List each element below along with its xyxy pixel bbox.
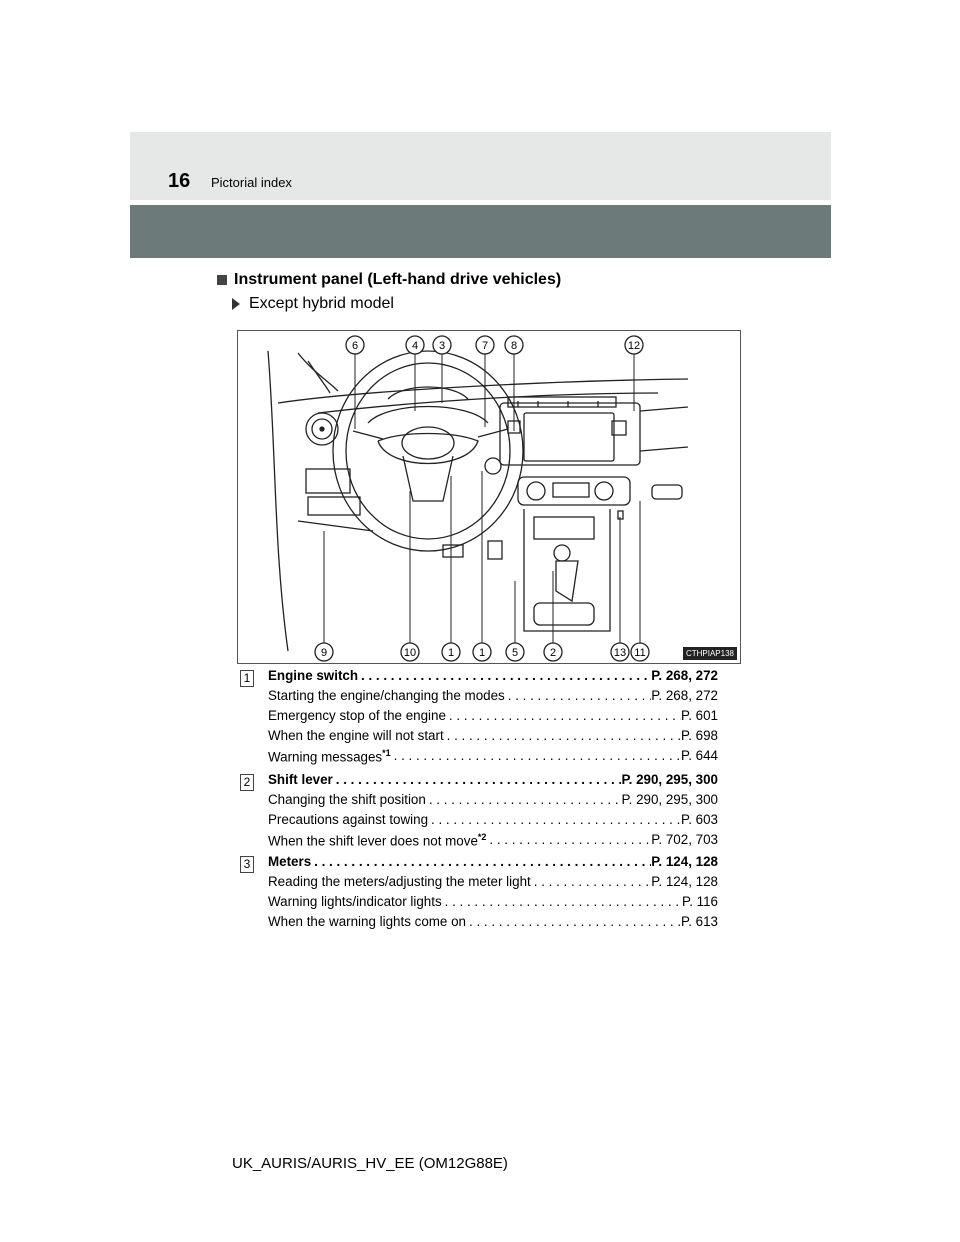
entry-number-box: 3 [240,856,254,873]
callout-top-3: 7 [481,340,489,352]
entry-item [268,894,718,914]
entry-pages: P. 290, 295, 300 [621,772,718,787]
square-bullet-icon [217,275,227,285]
sub-heading [217,271,561,289]
item-text: Starting the engine/changing the modes [268,688,505,703]
entry-pages: P. 124, 128 [651,854,718,869]
item-text: When the shift lever does not move [268,833,478,849]
callout-bottom-5: 2 [549,647,557,659]
entry-item [268,708,718,728]
header-bar [130,205,831,258]
item-text: When the warning lights come on [268,914,466,929]
variant-label [232,295,394,313]
item-pages: P. 644 [681,748,718,763]
entry-item [268,688,718,708]
entry-number-box: 1 [240,670,254,687]
entry-item [268,728,718,748]
item-text: When the engine will not start [268,728,444,743]
page-number: 16 [168,170,191,192]
item-pages: P. 268, 272 [651,688,718,703]
entry-title-line [268,668,718,688]
entry-title: Meters [268,854,312,869]
item-pages: P. 290, 295, 300 [621,792,718,807]
item-pages: P. 124, 128 [651,874,718,889]
item-text: Precautions against towing [268,812,429,827]
footer-doc-code: UK_AURIS/AURIS_HV_EE (OM12G88E) [232,1155,508,1172]
entry-item [268,748,718,768]
figure-code: CTHPIAP138 [683,647,737,660]
item-pages: P. 702, 703 [651,832,718,847]
item-text: Reading the meters/adjusting the meter light [268,874,531,889]
entry-pages: P. 268, 272 [651,668,718,683]
entry-title-line [268,772,718,792]
item-text: Warning lights/indicator lights [268,894,442,909]
entry-item [268,874,718,894]
item-pages: P. 116 [682,894,718,909]
callout-bottom-6: 13 [613,647,627,659]
entry-title: Shift lever [268,772,333,787]
footnote-mark: *1 [382,748,391,758]
callout-top-0: 6 [351,340,359,352]
entry-title: Engine switch [268,668,359,683]
item-pages: P. 603 [681,812,718,827]
heading-text: Instrument panel (Left-hand drive vehicles) [234,271,562,288]
entry-number-box: 2 [240,774,254,791]
callout-top-5: 12 [627,340,641,352]
callout-bottom-0: 9 [320,647,328,659]
entry-title-line [268,854,718,874]
item-text: Emergency stop of the engine [268,708,446,723]
callout-top-2: 3 [438,340,446,352]
item-text: Changing the shift position [268,792,426,807]
callout-bottom-1: 10 [403,647,417,659]
triangle-bullet-icon [232,298,240,310]
footnote-mark: *2 [477,832,487,842]
callout-bottom-7: 11 [634,647,646,659]
entry-item [268,832,718,852]
item-pages: P. 601 [681,708,718,723]
entry-item [268,914,718,934]
variant-text: Except hybrid model [249,295,394,312]
callout-top-4: 8 [510,340,518,352]
dashboard-illustration [238,331,741,664]
callout-bottom-4: 5 [511,647,519,659]
callout-top-1: 4 [411,340,419,352]
callouts-top [346,336,643,354]
section-title: Pictorial index [211,175,292,190]
item-text: Warning messages [268,749,383,765]
entry-item [268,792,718,812]
entry-item [268,812,718,832]
callout-bottom-3: 1 [478,647,486,659]
instrument-panel-figure [237,330,741,664]
callout-bottom-2: 1 [447,647,455,659]
item-pages: P. 613 [681,914,718,929]
item-pages: P. 698 [681,728,718,743]
